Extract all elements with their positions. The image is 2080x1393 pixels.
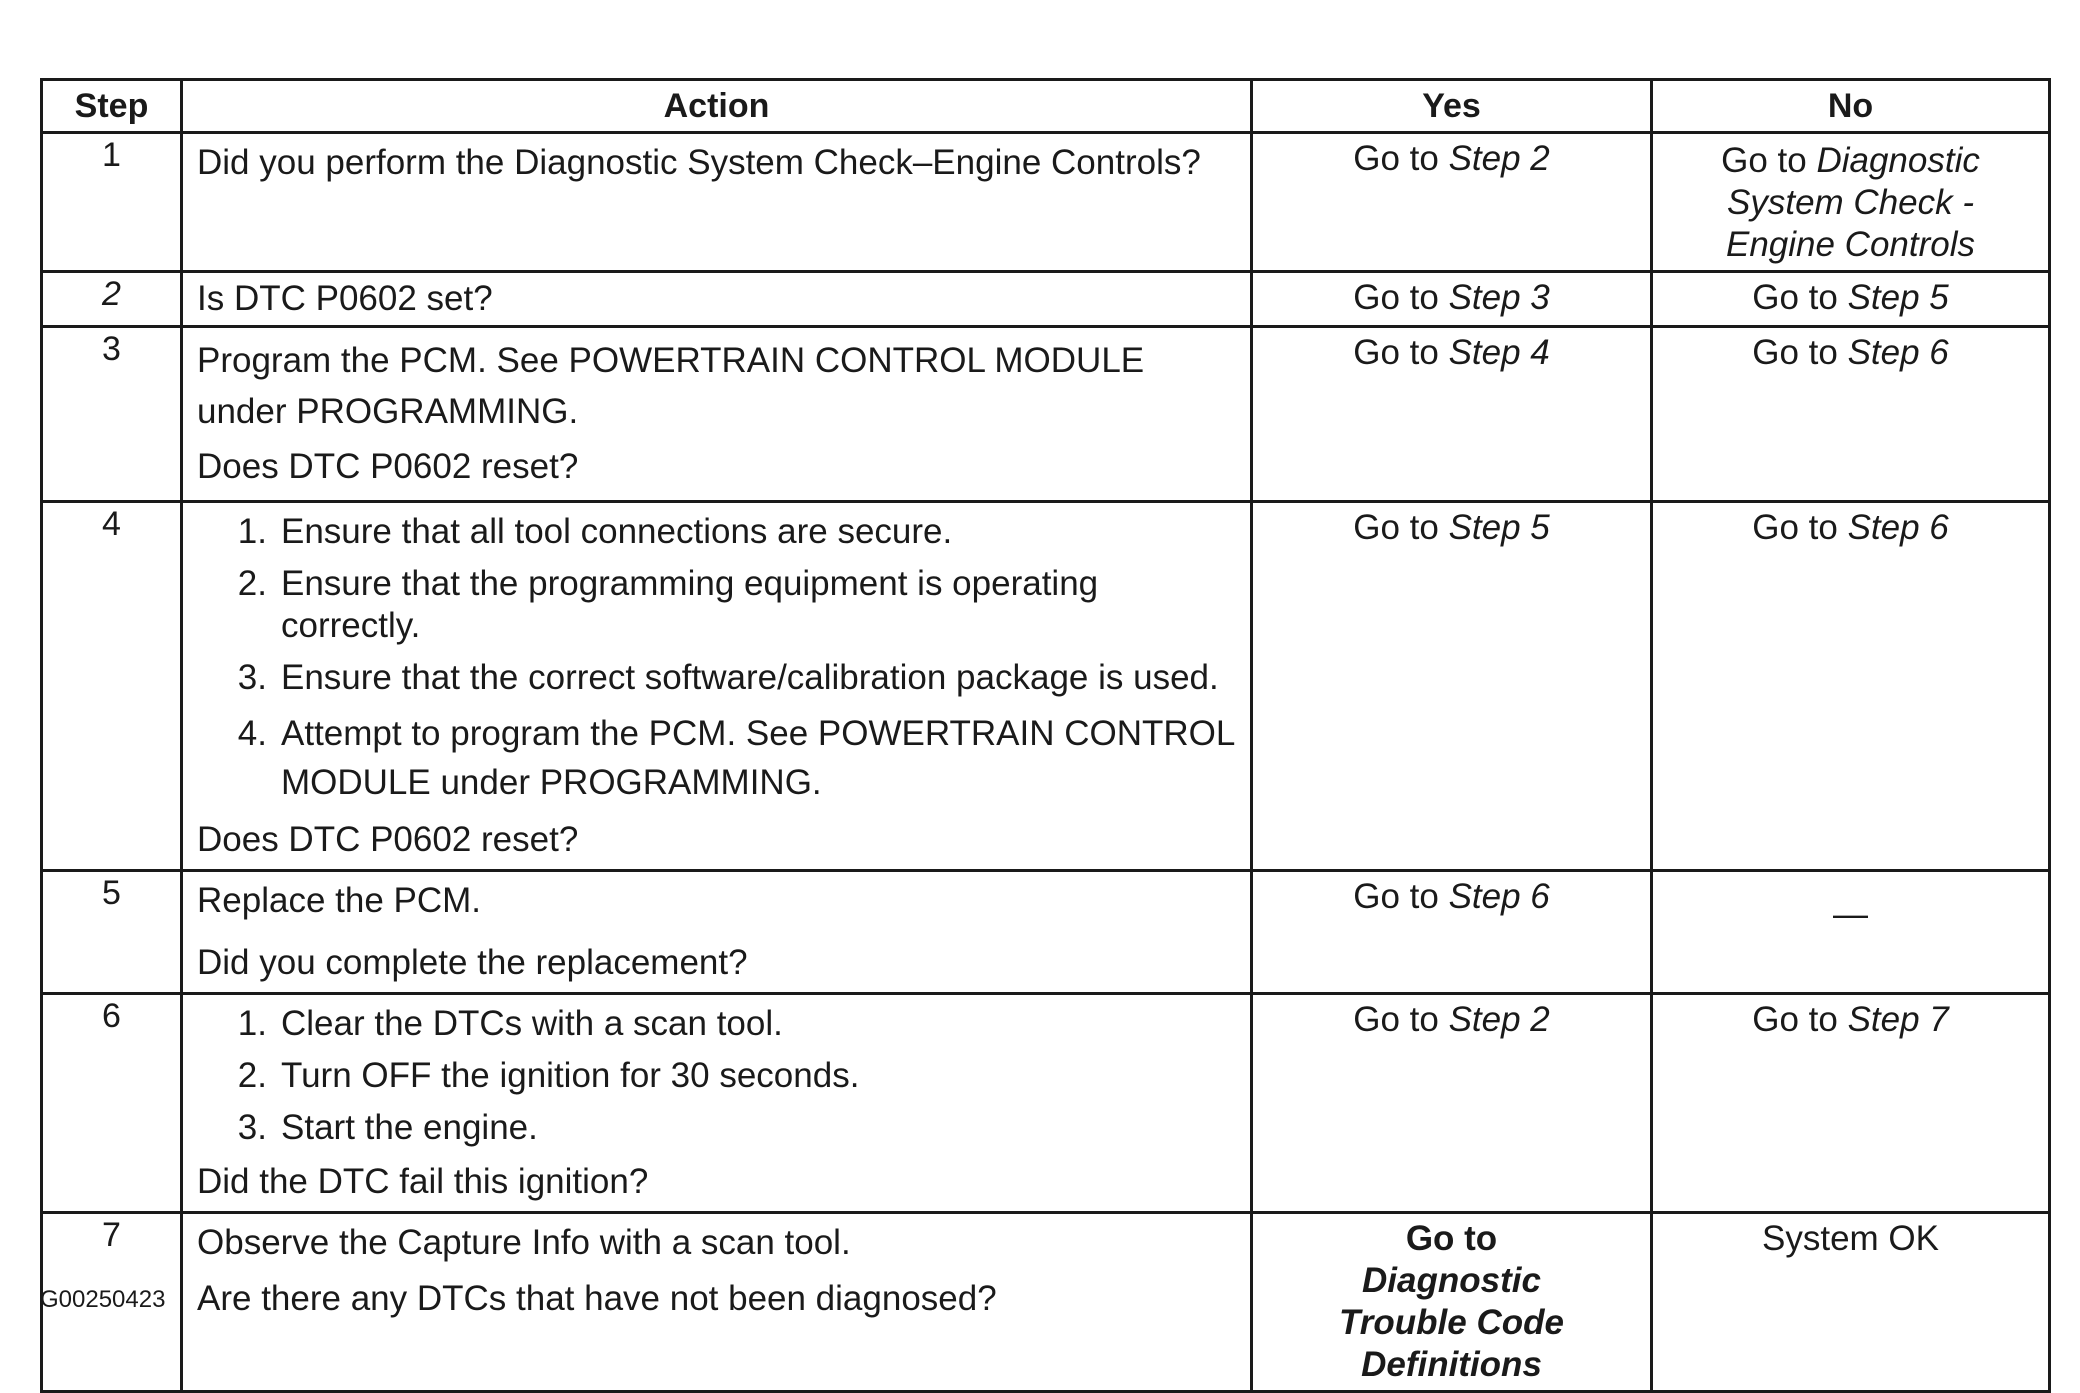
no-prefix: Go to [1721,141,1817,180]
yes-link[interactable]: Step 6 [1448,877,1550,917]
list-item [197,1003,1236,1045]
step-number: 1 [42,133,182,272]
no-cell [1652,871,2050,994]
figure-id: G00250423 [40,1286,166,1313]
list-item-number: 2. [237,564,267,604]
list-item-text: Turn OFF the ignition for 30 seconds. [281,1056,860,1096]
yes-prefix: Go to [1353,877,1449,917]
header-no: No [1652,80,2050,133]
action-question: Did you complete the replacement? [197,943,748,983]
table-row [42,994,2050,1213]
action-question: Does DTC P0602 reset? [197,446,579,486]
action-question: Are there any DTCs that have not been diagnosed? [197,1279,997,1319]
action-cell [182,272,1252,327]
no-cell [1652,272,2050,327]
yes-link[interactable]: Diagnostic Trouble Code Definitions [1339,1261,1564,1385]
list-item-text: Clear the DTCs with a scan tool. [281,1004,783,1044]
no-prefix: Go to [1752,508,1848,548]
header-step: Step [42,80,182,133]
action-text: Replace the PCM. [197,881,482,921]
action-cell [182,871,1252,994]
step-number: 6 [42,994,182,1213]
yes-link[interactable]: Step 2 [1448,1000,1550,1040]
no-link[interactable]: Step 6 [1847,508,1949,548]
table-row [42,1213,2050,1392]
list-item [197,709,1236,807]
yes-cell [1252,133,1652,272]
list-item-text: Ensure that the correct software/calibration package is used. [281,658,1219,698]
yes-cell [1252,272,1652,327]
no-link[interactable]: Step 5 [1847,278,1949,317]
no-prefix: Go to [1752,278,1848,317]
no-link[interactable]: Step 7 [1847,1000,1949,1040]
list-item-text: Start the engine. [281,1108,538,1148]
yes-cell [1252,871,1652,994]
table-row [42,502,2050,871]
list-item [197,1107,1236,1149]
action-cell [182,327,1252,502]
table-row [42,133,2050,272]
list-item [197,563,1236,647]
yes-cell [1252,502,1652,871]
list-item-text: Ensure that all tool connections are secure. [281,512,953,552]
action-cell [182,994,1252,1213]
action-text: Did you perform the Diagnostic System Check–Engine Controls? [197,143,1201,182]
list-item-number: 3. [237,1108,267,1148]
no-cell [1652,133,2050,272]
list-item-number: 1. [237,1004,267,1044]
list-item-number: 2. [237,1056,267,1096]
no-link[interactable]: Step 6 [1847,333,1949,372]
yes-cell [1252,327,1652,502]
step-number: 5 [42,871,182,994]
no-link[interactable]: Diagnostic System Check - Engine Controls [1725,141,1980,264]
action-cell [182,1213,1252,1392]
step-number: 2 [42,272,182,327]
yes-prefix: Go to [1405,1219,1498,1259]
no-cell [1652,994,2050,1213]
header-action: Action [182,80,1252,133]
yes-prefix: Go to [1353,278,1449,317]
yes-link[interactable]: Step 2 [1448,139,1550,178]
yes-cell [1252,1213,1652,1392]
action-question: Does DTC P0602 reset? [197,820,579,860]
no-prefix: Go to [1752,1000,1848,1040]
diagnostic-table [40,78,2051,1393]
no-cell [1652,502,2050,871]
action-list [197,1003,1236,1149]
action-list [197,511,1236,807]
list-item-text: Ensure that the programming equipment is operating correctly. [281,564,1099,646]
table-row [42,272,2050,327]
header-yes: Yes [1252,80,1652,133]
list-item-text: Attempt to program the PCM. See POWERTRAIN CONTROL MODULE under PROGRAMMING. [281,714,1235,803]
step-number: 4 [42,502,182,871]
yes-link[interactable]: Step 4 [1448,333,1550,372]
no-cell [1652,327,2050,502]
yes-prefix: Go to [1353,508,1449,548]
list-item-number: 1. [237,512,267,552]
yes-prefix: Go to [1353,333,1449,372]
no-result: System OK [1762,1219,1939,1259]
action-question: Did the DTC fail this ignition? [197,1162,649,1202]
step-number: 7 [42,1213,182,1392]
action-text: Program the PCM. See POWERTRAIN CONTROL MODULE under PROGRAMMING. [197,341,1145,431]
yes-link[interactable]: Step 3 [1448,278,1550,317]
action-cell [182,133,1252,272]
list-item-number: 4. [237,714,267,754]
list-item-number: 3. [237,658,267,698]
table-row [42,327,2050,502]
list-item [197,657,1236,699]
yes-link[interactable]: Step 5 [1448,508,1550,548]
step-number: 3 [42,327,182,502]
action-cell [182,502,1252,871]
table-header-row [42,80,2050,133]
yes-prefix: Go to [1353,1000,1449,1040]
no-dash: — [1833,895,1868,935]
action-text: Is DTC P0602 set? [197,279,493,318]
yes-prefix: Go to [1353,139,1449,178]
table-row [42,871,2050,994]
no-cell [1652,1213,2050,1392]
list-item [197,511,1236,553]
list-item [197,1055,1236,1097]
action-text: Observe the Capture Info with a scan tool. [197,1223,851,1263]
no-prefix: Go to [1752,333,1848,372]
yes-cell [1252,994,1652,1213]
